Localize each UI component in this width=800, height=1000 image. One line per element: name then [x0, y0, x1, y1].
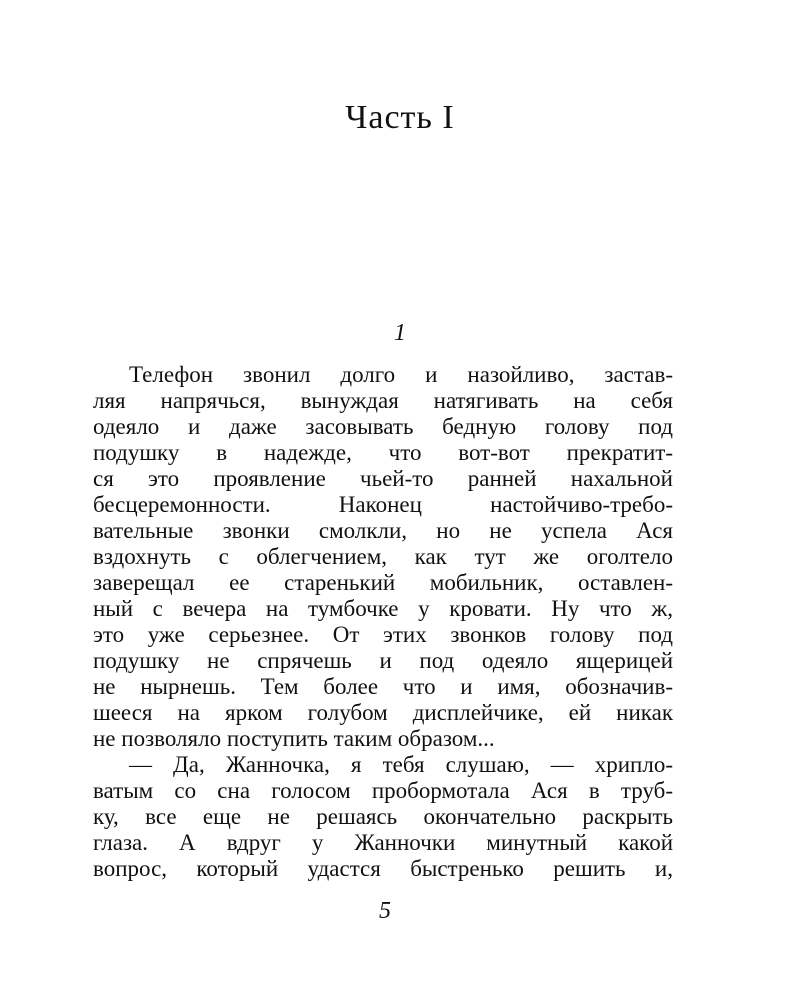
text-line: бесцеремонности. Наконец настойчиво-требо-	[93, 492, 673, 517]
body-text	[93, 362, 673, 882]
chapter-number: 1	[394, 320, 406, 346]
text-line: подушку в надежде, что вот-вот прекратит-	[93, 440, 673, 465]
text-line: одеяло и даже засовывать бедную голову под	[93, 414, 673, 439]
text-line: ся это проявление чьей-то ранней нахальной	[93, 466, 673, 491]
text-line: заверещал ее старенький мобильник, оставлен-	[93, 570, 673, 595]
text-line: вздохнуть с облегчением, как тут же оголтело	[93, 544, 673, 569]
text-line: вательные звонки смолкли, но не успела Ася	[93, 518, 673, 543]
text-line: Телефон звонил долго и назойливо, застав-	[129, 362, 673, 387]
text-line: не позволяло поступить таким образом...	[93, 726, 495, 751]
page-number: 5	[379, 898, 391, 924]
text-line: подушку не спрячешь и под одеяло ящерицей	[93, 648, 673, 673]
text-line: не нырнешь. Тем более что и имя, обозначив-	[93, 674, 673, 699]
text-line: шееся на ярком голубом дисплейчике, ей никак	[93, 700, 673, 725]
text-line: глаза. А вдруг у Жанночки минутный какой	[93, 830, 673, 855]
text-line: это уже серьезнее. От этих звонков голову под	[93, 622, 673, 647]
text-line: вопрос, который удастся быстренько решить и,	[93, 856, 673, 881]
text-line: — Да, Жанночка, я тебя слушаю, — хрипло-	[129, 752, 673, 777]
part-title: Часть I	[345, 99, 455, 136]
text-line: ватым со сна голосом пробормотала Ася в труб-	[93, 778, 673, 803]
text-line: ный с вечера на тумбочке у кровати. Ну что ж,	[93, 596, 673, 621]
text-line: ку, все еще не решаясь окончательно раскрыть	[93, 804, 673, 829]
text-line: ляя напрячься, вынуждая натягивать на себя	[93, 388, 673, 413]
